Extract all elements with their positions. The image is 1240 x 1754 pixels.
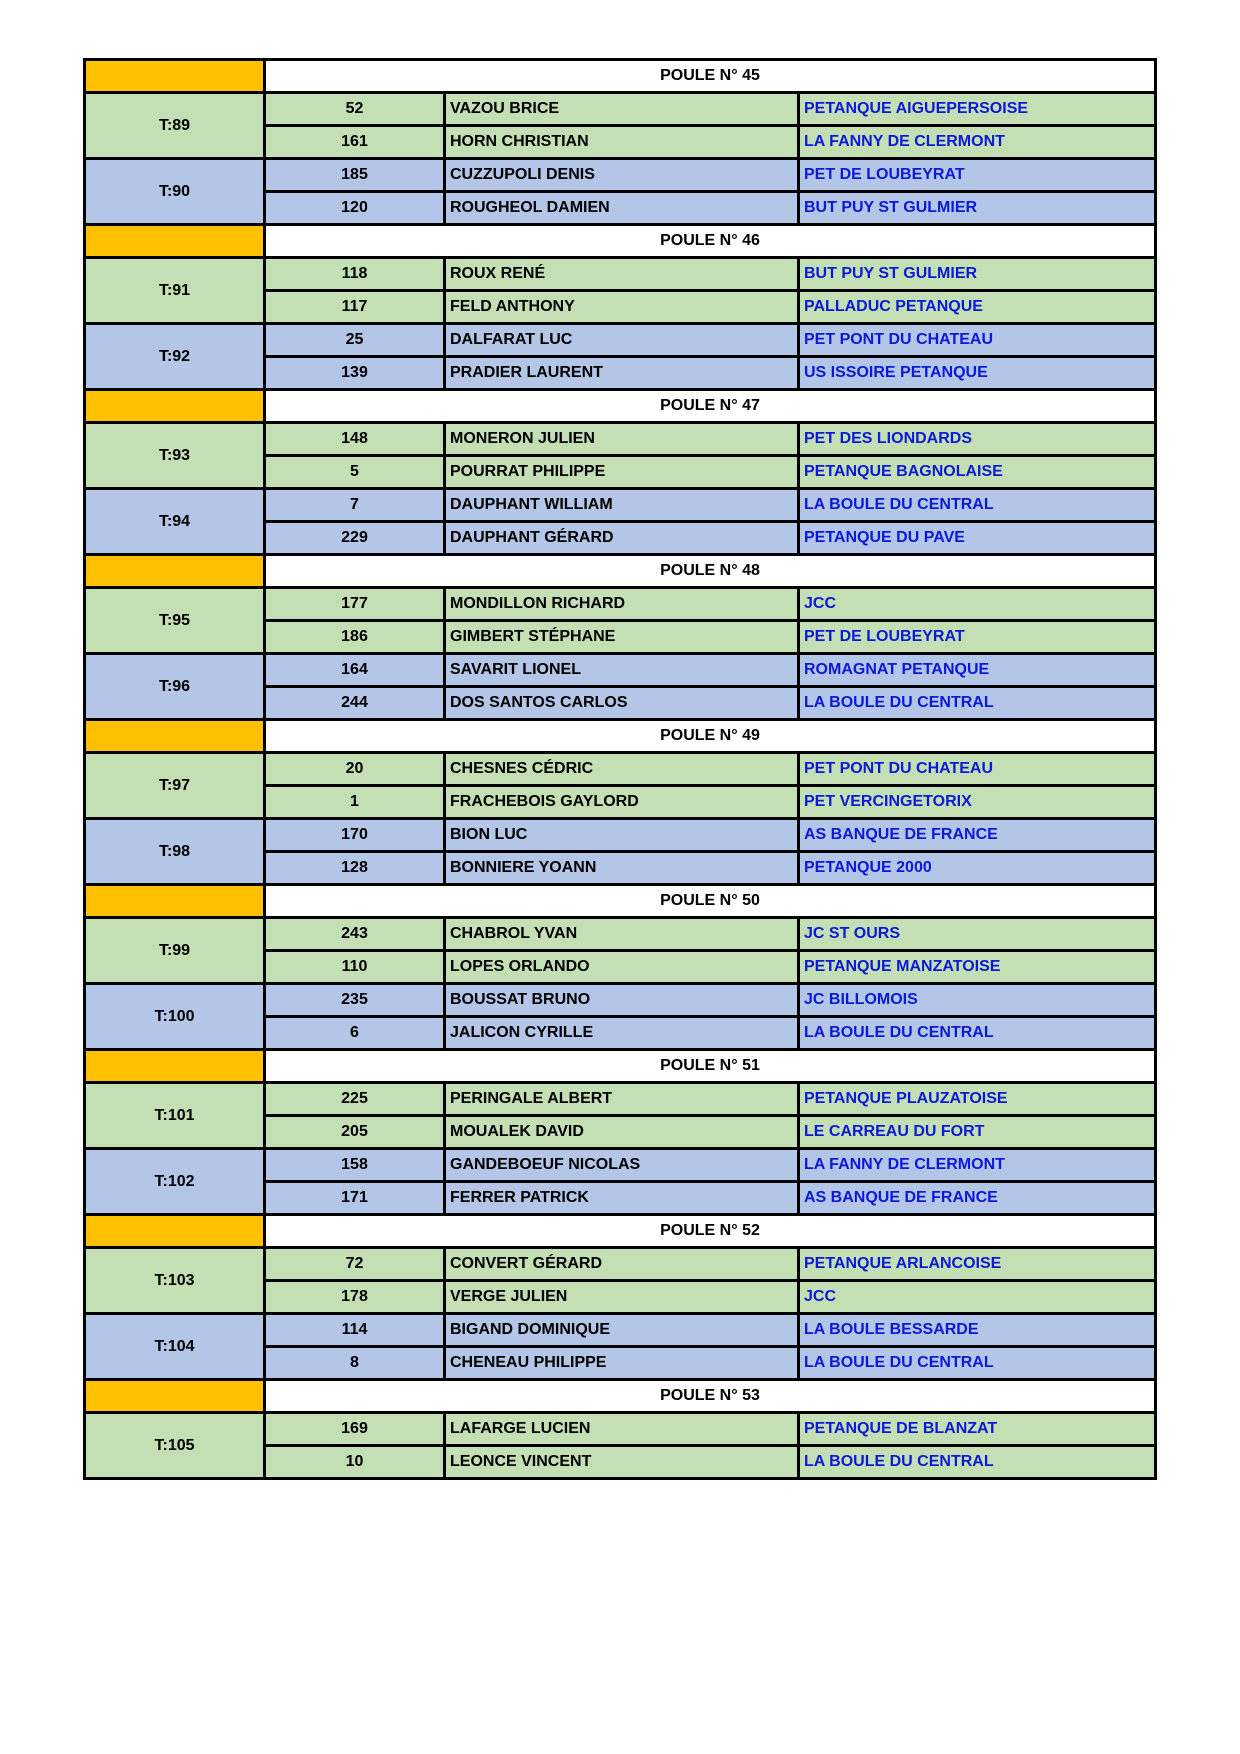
player-number: 7: [265, 489, 445, 522]
player-number: 128: [265, 852, 445, 885]
player-club: BUT PUY ST GULMIER: [799, 192, 1156, 225]
player-number: 170: [265, 819, 445, 852]
player-number: 6: [265, 1017, 445, 1050]
player-name: POURRAT PHILIPPE: [445, 456, 799, 489]
player-row: [85, 753, 1156, 786]
player-name: HORN CHRISTIAN: [445, 126, 799, 159]
player-club: PETANQUE 2000: [799, 852, 1156, 885]
player-name: DAUPHANT WILLIAM: [445, 489, 799, 522]
player-club: BUT PUY ST GULMIER: [799, 258, 1156, 291]
player-row: [85, 159, 1156, 192]
player-club: JCC: [799, 1281, 1156, 1314]
player-name: SAVARIT LIONEL: [445, 654, 799, 687]
player-row: [85, 258, 1156, 291]
player-number: 229: [265, 522, 445, 555]
poules-table: [83, 58, 1157, 1480]
player-row: [85, 324, 1156, 357]
player-number: 114: [265, 1314, 445, 1347]
player-club: PETANQUE DU PAVE: [799, 522, 1156, 555]
terrain-cell: T:105: [85, 1413, 265, 1479]
player-number: 243: [265, 918, 445, 951]
player-number: 8: [265, 1347, 445, 1380]
player-club: JCC: [799, 588, 1156, 621]
player-name: BION LUC: [445, 819, 799, 852]
player-number: 120: [265, 192, 445, 225]
player-number: 118: [265, 258, 445, 291]
player-name: VERGE JULIEN: [445, 1281, 799, 1314]
poule-title: POULE N° 47: [265, 390, 1156, 423]
player-row: [85, 1314, 1156, 1347]
poule-title: POULE N° 52: [265, 1215, 1156, 1248]
player-club: PET VERCINGETORIX: [799, 786, 1156, 819]
player-club: AS BANQUE DE FRANCE: [799, 1182, 1156, 1215]
player-club: JC ST OURS: [799, 918, 1156, 951]
player-name: MOUALEK DAVID: [445, 1116, 799, 1149]
player-name: DAUPHANT GÉRARD: [445, 522, 799, 555]
player-row: [85, 984, 1156, 1017]
terrain-cell: T:104: [85, 1314, 265, 1380]
player-name: LAFARGE LUCIEN: [445, 1413, 799, 1446]
terrain-cell: T:93: [85, 423, 265, 489]
terrain-cell: T:98: [85, 819, 265, 885]
poule-marker-cell: [85, 555, 265, 588]
poule-title: POULE N° 46: [265, 225, 1156, 258]
poule-marker-cell: [85, 225, 265, 258]
player-name: BIGAND DOMINIQUE: [445, 1314, 799, 1347]
poule-marker-cell: [85, 1380, 265, 1413]
player-club: US ISSOIRE PETANQUE: [799, 357, 1156, 390]
player-club: PETANQUE DE BLANZAT: [799, 1413, 1156, 1446]
terrain-cell: T:96: [85, 654, 265, 720]
player-number: 185: [265, 159, 445, 192]
player-number: 139: [265, 357, 445, 390]
poule-header-row: [85, 60, 1156, 93]
poule-header-row: [85, 1215, 1156, 1248]
player-row: [85, 588, 1156, 621]
player-name: LEONCE VINCENT: [445, 1446, 799, 1479]
player-name: GANDEBOEUF NICOLAS: [445, 1149, 799, 1182]
player-row: [85, 423, 1156, 456]
poule-marker-cell: [85, 390, 265, 423]
poule-title: POULE N° 51: [265, 1050, 1156, 1083]
player-club: PET DE LOUBEYRAT: [799, 159, 1156, 192]
player-number: 178: [265, 1281, 445, 1314]
poule-title: POULE N° 49: [265, 720, 1156, 753]
poule-header-row: [85, 1050, 1156, 1083]
player-number: 148: [265, 423, 445, 456]
poule-header-row: [85, 720, 1156, 753]
player-club: LA BOULE DU CENTRAL: [799, 1446, 1156, 1479]
player-number: 10: [265, 1446, 445, 1479]
player-club: PET PONT DU CHATEAU: [799, 753, 1156, 786]
terrain-cell: T:100: [85, 984, 265, 1050]
player-number: 72: [265, 1248, 445, 1281]
poule-header-row: [85, 390, 1156, 423]
player-name: DOS SANTOS CARLOS: [445, 687, 799, 720]
player-number: 5: [265, 456, 445, 489]
player-club: LA BOULE DU CENTRAL: [799, 489, 1156, 522]
terrain-cell: T:92: [85, 324, 265, 390]
terrain-cell: T:95: [85, 588, 265, 654]
terrain-cell: T:102: [85, 1149, 265, 1215]
poule-marker-cell: [85, 60, 265, 93]
player-name: PRADIER LAURENT: [445, 357, 799, 390]
poule-header-row: [85, 885, 1156, 918]
player-name: MONERON JULIEN: [445, 423, 799, 456]
player-name: BOUSSAT BRUNO: [445, 984, 799, 1017]
player-name: CUZZUPOLI DENIS: [445, 159, 799, 192]
player-club: PET DE LOUBEYRAT: [799, 621, 1156, 654]
player-name: JALICON CYRILLE: [445, 1017, 799, 1050]
player-name: FERRER PATRICK: [445, 1182, 799, 1215]
player-number: 186: [265, 621, 445, 654]
player-row: [85, 489, 1156, 522]
poule-title: POULE N° 48: [265, 555, 1156, 588]
player-row: [85, 93, 1156, 126]
terrain-cell: T:101: [85, 1083, 265, 1149]
poule-title: POULE N° 45: [265, 60, 1156, 93]
player-number: 171: [265, 1182, 445, 1215]
poule-marker-cell: [85, 720, 265, 753]
player-row: [85, 819, 1156, 852]
terrain-cell: T:103: [85, 1248, 265, 1314]
player-number: 117: [265, 291, 445, 324]
player-club: PETANQUE BAGNOLAISE: [799, 456, 1156, 489]
player-club: LA BOULE DU CENTRAL: [799, 1017, 1156, 1050]
player-number: 110: [265, 951, 445, 984]
poule-title: POULE N° 50: [265, 885, 1156, 918]
player-row: [85, 1248, 1156, 1281]
player-club: PETANQUE ARLANCOISE: [799, 1248, 1156, 1281]
player-name: ROUGHEOL DAMIEN: [445, 192, 799, 225]
player-number: 164: [265, 654, 445, 687]
player-number: 25: [265, 324, 445, 357]
player-number: 235: [265, 984, 445, 1017]
poules-table-body: [85, 60, 1156, 1479]
player-name: VAZOU BRICE: [445, 93, 799, 126]
player-club: LA FANNY DE CLERMONT: [799, 126, 1156, 159]
player-club: PETANQUE PLAUZATOISE: [799, 1083, 1156, 1116]
player-club: JC BILLOMOIS: [799, 984, 1156, 1017]
player-number: 161: [265, 126, 445, 159]
player-club: LA BOULE DU CENTRAL: [799, 687, 1156, 720]
player-name: MONDILLON RICHARD: [445, 588, 799, 621]
player-name: CONVERT GÉRARD: [445, 1248, 799, 1281]
player-name: CHABROL YVAN: [445, 918, 799, 951]
poule-header-row: [85, 1380, 1156, 1413]
player-name: CHESNES CÉDRIC: [445, 753, 799, 786]
player-name: ROUX RENÉ: [445, 258, 799, 291]
player-club: LA FANNY DE CLERMONT: [799, 1149, 1156, 1182]
player-club: PET DES LIONDARDS: [799, 423, 1156, 456]
player-number: 158: [265, 1149, 445, 1182]
player-row: [85, 1149, 1156, 1182]
poule-header-row: [85, 225, 1156, 258]
terrain-cell: T:89: [85, 93, 265, 159]
terrain-cell: T:90: [85, 159, 265, 225]
player-number: 225: [265, 1083, 445, 1116]
poule-title: POULE N° 53: [265, 1380, 1156, 1413]
terrain-cell: T:91: [85, 258, 265, 324]
player-number: 244: [265, 687, 445, 720]
player-number: 52: [265, 93, 445, 126]
player-name: LOPES ORLANDO: [445, 951, 799, 984]
player-club: ROMAGNAT PETANQUE: [799, 654, 1156, 687]
player-name: CHENEAU PHILIPPE: [445, 1347, 799, 1380]
player-name: DALFARAT LUC: [445, 324, 799, 357]
player-club: LE CARREAU DU FORT: [799, 1116, 1156, 1149]
player-row: [85, 1413, 1156, 1446]
player-club: PETANQUE MANZATOISE: [799, 951, 1156, 984]
player-club: AS BANQUE DE FRANCE: [799, 819, 1156, 852]
poule-marker-cell: [85, 1215, 265, 1248]
player-name: FRACHEBOIS GAYLORD: [445, 786, 799, 819]
player-number: 169: [265, 1413, 445, 1446]
poule-marker-cell: [85, 1050, 265, 1083]
player-club: PALLADUC PETANQUE: [799, 291, 1156, 324]
terrain-cell: T:97: [85, 753, 265, 819]
terrain-cell: T:94: [85, 489, 265, 555]
player-number: 1: [265, 786, 445, 819]
player-number: 20: [265, 753, 445, 786]
player-club: PET PONT DU CHATEAU: [799, 324, 1156, 357]
player-row: [85, 918, 1156, 951]
player-name: BONNIERE YOANN: [445, 852, 799, 885]
poule-marker-cell: [85, 885, 265, 918]
terrain-cell: T:99: [85, 918, 265, 984]
poule-header-row: [85, 555, 1156, 588]
player-club: LA BOULE DU CENTRAL: [799, 1347, 1156, 1380]
player-number: 177: [265, 588, 445, 621]
player-club: PETANQUE AIGUEPERSOISE: [799, 93, 1156, 126]
player-number: 205: [265, 1116, 445, 1149]
player-name: PERINGALE ALBERT: [445, 1083, 799, 1116]
player-row: [85, 1083, 1156, 1116]
player-row: [85, 654, 1156, 687]
player-club: LA BOULE BESSARDE: [799, 1314, 1156, 1347]
player-name: FELD ANTHONY: [445, 291, 799, 324]
player-name: GIMBERT STÉPHANE: [445, 621, 799, 654]
